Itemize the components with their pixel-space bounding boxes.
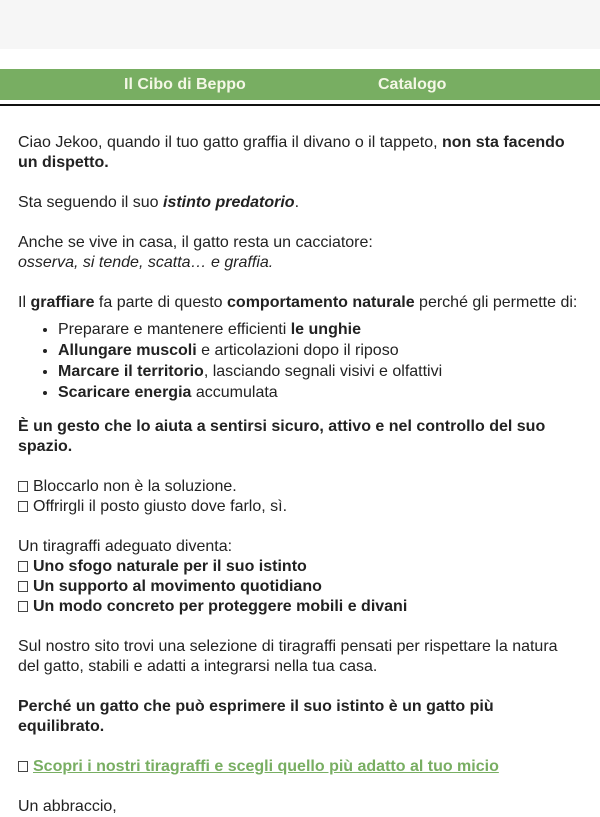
list-item: • Allungare muscoli e articolazioni dopo il riposo <box>58 340 582 361</box>
missing-emoji-icon <box>18 601 28 612</box>
hunter-paragraph: Anche se vive in casa, il gatto resta un cacciatore: osserva, si tende, scatta… e graffia. <box>18 234 373 271</box>
scratcher-paragraph: Un tiragraffi adeguato diventa: Uno sfogo naturale per il suo istinto Un supporto al movimento quotidiano Un modo concreto per proteggere mobili e divani <box>18 538 408 615</box>
shop-scratchers-link[interactable]: Scopri i nostri tiragraffi e scegli quello più adatto al tuo micio <box>33 758 499 775</box>
selection-paragraph: Sul nostro sito trovi una selezione di tiragraffi pensati per rispettare la natura del gatto, stabili e adatti a integrarsi nella tua casa. <box>18 638 558 675</box>
scratching-paragraph: Il graffiare fa parte di questo comportamento naturale perché gli permette di: <box>18 294 578 311</box>
missing-emoji-icon <box>18 581 28 592</box>
missing-emoji-icon <box>18 501 28 512</box>
benefits-list <box>18 319 582 403</box>
email-preheader-band <box>0 0 600 49</box>
spacer <box>0 49 600 69</box>
list-item: • Preparare e mantenere efficienti le unghie <box>58 319 582 340</box>
missing-emoji-icon <box>18 481 28 492</box>
nav-link-catalog[interactable]: Catalogo <box>378 75 447 93</box>
instinct-paragraph: Sta seguendo il suo istinto predatorio. <box>18 194 300 211</box>
nav-bar <box>0 69 600 100</box>
nav-link-brand[interactable]: Il Cibo di Beppo <box>124 75 246 93</box>
gesture-paragraph: È un gesto che lo aiuta a sentirsi sicuro, attivo e nel controllo del suo spazio. <box>18 418 546 455</box>
email-body <box>0 106 600 817</box>
cta-paragraph <box>18 757 582 777</box>
signoff: Un abbraccio, <box>18 798 117 815</box>
balance-paragraph: Perché un gatto che può esprimere il suo istinto è un gatto più equilibrato. <box>18 698 494 735</box>
missing-emoji-icon <box>18 761 28 772</box>
list-item: • Marcare il territorio, lasciando segnali visivi e olfattivi <box>58 361 582 382</box>
list-item: • Scaricare energia accumulata <box>58 382 582 403</box>
intro-paragraph: Ciao Jekoo, quando il tuo gatto graffia il divano o il tappeto, non sta facendo un dispetto. <box>18 134 565 171</box>
missing-emoji-icon <box>18 561 28 572</box>
solution-paragraph: Bloccarlo non è la soluzione. Offrirgli il posto giusto dove farlo, sì. <box>18 477 582 517</box>
